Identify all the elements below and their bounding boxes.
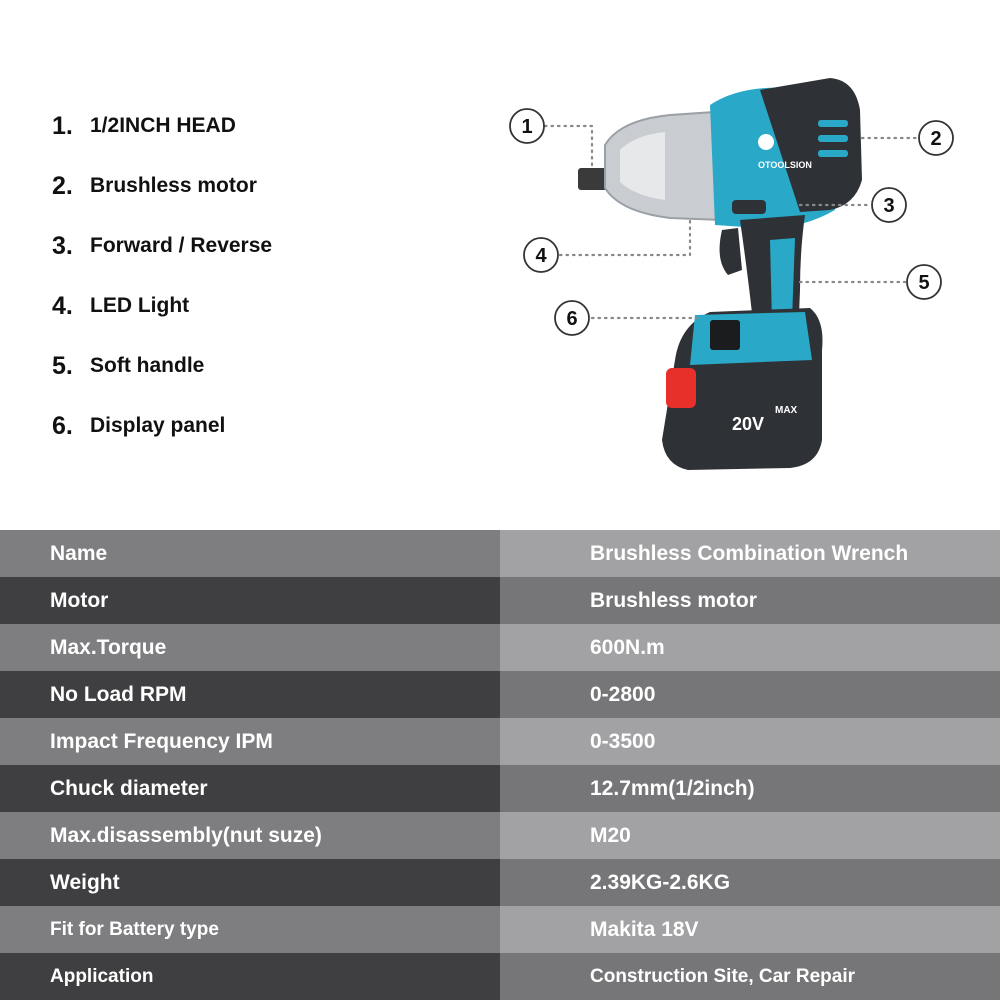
spec-value: 0-3500 [500, 718, 1000, 765]
feature-label: LED Light [90, 294, 190, 317]
product-illustration [500, 60, 1000, 490]
feature-number: 5. [52, 351, 73, 380]
display-panel-shape [710, 320, 740, 350]
callout-line-1 [545, 126, 592, 168]
spec-table [0, 530, 1000, 1000]
spec-row [0, 906, 1000, 953]
spec-row [0, 530, 1000, 577]
callout-number: 2 [930, 128, 942, 150]
spec-key: Max.disassembly(nut suze) [0, 812, 500, 859]
feature-number: 3. [52, 231, 73, 260]
callout-number: 3 [883, 195, 895, 217]
battery-top-shape [690, 312, 812, 365]
feature-item [52, 216, 472, 276]
spec-key: Motor [0, 577, 500, 624]
spec-row [0, 953, 1000, 1000]
spec-key: Impact Frequency IPM [0, 718, 500, 765]
feature-label: Forward / Reverse [90, 234, 273, 257]
feature-item [52, 96, 472, 156]
callout-badge-5 [907, 265, 941, 299]
feature-item [52, 156, 472, 216]
spec-row [0, 718, 1000, 765]
spec-value: 12.7mm(1/2inch) [500, 765, 1000, 812]
spec-value: Brushless Combination Wrench [500, 530, 1000, 577]
feature-label: Brushless motor [90, 174, 257, 197]
brand-label: OTOOLSION [758, 160, 812, 170]
battery-max-label: MAX [775, 405, 798, 416]
callout-badge-4 [524, 238, 558, 272]
spec-key: Application [0, 953, 500, 1000]
reverse-switch-shape [732, 200, 766, 214]
feature-number: 2. [52, 171, 73, 200]
spec-key: No Load RPM [0, 671, 500, 718]
callout-number: 5 [918, 272, 930, 294]
spec-key: Fit for Battery type [0, 906, 500, 953]
impact-wrench-image [500, 60, 1000, 490]
feature-item [52, 336, 472, 396]
spec-value: 600N.m [500, 624, 1000, 671]
feature-label: Soft handle [90, 354, 205, 377]
spec-key: Name [0, 530, 500, 577]
spec-key: Max.Torque [0, 624, 500, 671]
callout-badge-2 [919, 121, 953, 155]
spec-key: Chuck diameter [0, 765, 500, 812]
spec-value: Construction Site, Car Repair [500, 953, 1000, 1000]
callout-badge-6 [555, 301, 589, 335]
feature-list [52, 96, 472, 456]
feature-label: 1/2INCH HEAD [90, 114, 236, 137]
spec-value: Brushless motor [500, 577, 1000, 624]
callout-number: 6 [566, 308, 578, 330]
callout-number: 4 [535, 245, 547, 267]
spec-row [0, 577, 1000, 624]
spec-value: Makita 18V [500, 906, 1000, 953]
spec-key: Weight [0, 859, 500, 906]
spec-value: M20 [500, 812, 1000, 859]
spec-value: 0-2800 [500, 671, 1000, 718]
callout-badge-3 [872, 188, 906, 222]
spec-row [0, 624, 1000, 671]
spec-row [0, 859, 1000, 906]
callout-line-4 [560, 220, 690, 255]
feature-number: 6. [52, 411, 73, 440]
spec-row [0, 765, 1000, 812]
trigger-shape [720, 228, 742, 275]
feature-item [52, 276, 472, 336]
callout-badge-1 [510, 109, 544, 143]
feature-item [52, 396, 472, 456]
spec-row [0, 812, 1000, 859]
callout-number: 1 [521, 116, 533, 138]
spec-row [0, 671, 1000, 718]
anvil-shape [578, 168, 608, 190]
brand-logo-icon [758, 134, 774, 150]
battery-release-button-shape [666, 368, 696, 408]
vent-shapes [818, 120, 848, 157]
feature-number: 4. [52, 291, 73, 320]
spec-value: 2.39KG-2.6KG [500, 859, 1000, 906]
feature-number: 1. [52, 111, 73, 140]
feature-label: Display panel [90, 414, 226, 437]
battery-voltage-label: 20V [732, 414, 765, 434]
